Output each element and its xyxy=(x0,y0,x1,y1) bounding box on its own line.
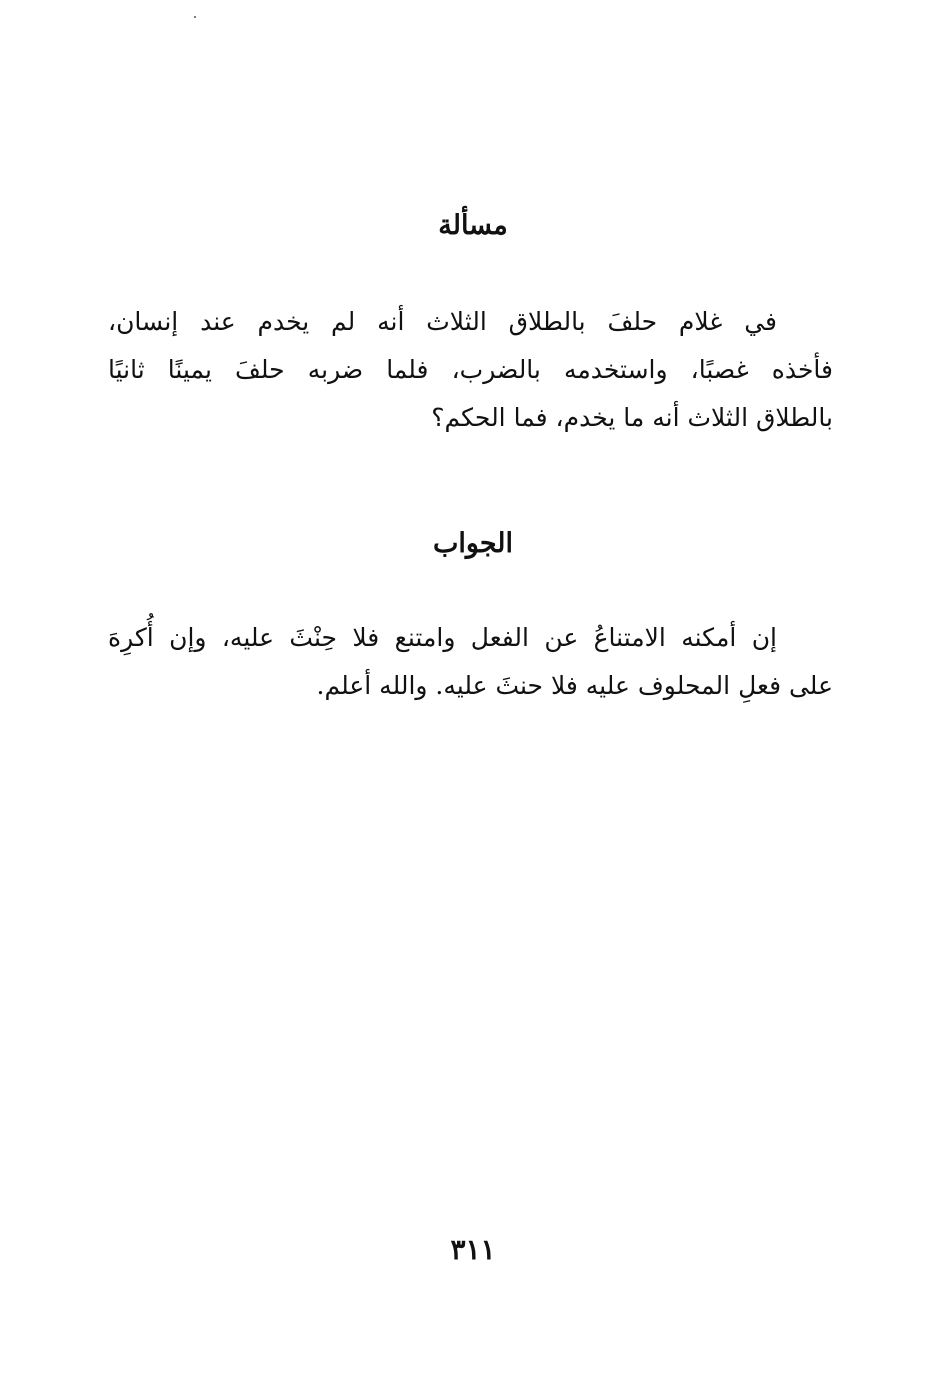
question-paragraph xyxy=(108,298,833,442)
question-heading: مسألة xyxy=(438,210,508,241)
answer-line-2: على فعلِ المحلوف عليه فلا حنثَ عليه. والله أعلم. xyxy=(316,671,833,700)
answer-heading: الجواب xyxy=(432,528,514,559)
question-line-2: فأخذه غصبًا، واستخدمه بالضرب، فلما ضربه حلفَ يمينًا ثانيًا xyxy=(108,355,833,384)
scan-speck xyxy=(194,16,196,18)
answer-paragraph xyxy=(108,614,833,710)
page-number: ٣١١ xyxy=(450,1233,496,1266)
question-line-3: بالطلاق الثلاث أنه ما يخدم، فما الحكم؟ xyxy=(431,403,833,432)
answer-line-1: إن أمكنه الامتناعُ عن الفعل وامتنع فلا حِنْثَ عليه، وإن أُكرِهَ xyxy=(108,623,777,652)
question-line-1: في غلام حلفَ بالطلاق الثلاث أنه لم يخدم عند إنسان، xyxy=(108,307,777,336)
